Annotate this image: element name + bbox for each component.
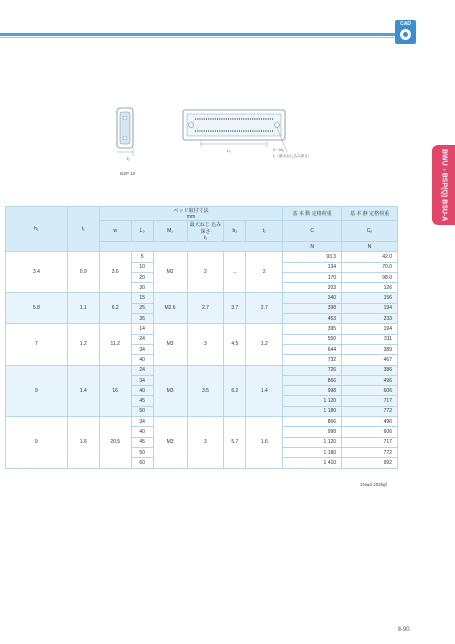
group-mount-title: ベッド取付寸法 [173, 208, 209, 214]
cell-lo: 15 [131, 293, 153, 303]
cell-lo: 40 [131, 386, 153, 396]
cell-w: 11.2 [99, 324, 131, 365]
cell-lo: 34 [131, 417, 153, 427]
cell-co: 496 [342, 375, 398, 385]
cell-t2: 1.4 [246, 365, 283, 416]
page-number: Ⅱ-90 [398, 627, 410, 633]
cell-co: 467 [342, 355, 398, 365]
col-w-header: w [99, 221, 131, 242]
cell-lo: 40 [131, 355, 153, 365]
group-static-header: 基 本 静 定格荷重 [342, 207, 398, 221]
cell-lo: 40 [131, 427, 153, 437]
cell-m: M2.6 [153, 293, 187, 324]
group-mount-header [99, 207, 283, 221]
cell-co: 42.0 [342, 252, 398, 262]
cell-lo: 45 [131, 437, 153, 447]
group-dynamic-header: 基 本 動 定格荷重 [283, 207, 342, 221]
cell-co: 194 [342, 324, 398, 334]
table-row [6, 252, 398, 262]
cell-c: 170 [283, 272, 342, 282]
cell-lo: 60 [131, 458, 153, 468]
dim-w-label: ℓ₂ [127, 156, 130, 161]
col-t-header: t₁ [67, 207, 99, 252]
section-side-tab[interactable] [432, 145, 455, 225]
cell-lo: 35 [131, 314, 153, 324]
cell-h: 5.8 [6, 293, 68, 324]
cell-c: 453 [283, 314, 342, 324]
cell-c: 395 [283, 324, 342, 334]
cell-h: 9 [6, 365, 68, 416]
cell-co: 772 [342, 406, 398, 416]
cell-t2: 2.7 [246, 293, 283, 324]
cell-co: 194 [342, 303, 398, 313]
col-c-header: C [283, 221, 342, 242]
cell-c: 998 [283, 427, 342, 437]
table-row [6, 293, 398, 303]
cell-c: 398 [283, 303, 342, 313]
cell-co: 386 [342, 365, 398, 375]
cell-c: 550 [283, 334, 342, 344]
cell-c: 1 120 [283, 396, 342, 406]
cell-co: 606 [342, 386, 398, 396]
cell-depth: 3 [187, 324, 224, 365]
cell-lo: 24 [131, 365, 153, 375]
cell-lo: 34 [131, 375, 153, 385]
cell-co: 70.0 [342, 262, 398, 272]
cell-co: 496 [342, 417, 398, 427]
cell-b: 3.7 [224, 293, 246, 324]
cell-c: 1 120 [283, 437, 342, 447]
cad-label: CAD [400, 21, 411, 27]
cell-co: 126 [342, 283, 398, 293]
cell-c: 866 [283, 417, 342, 427]
cell-c: 1 410 [283, 458, 342, 468]
cell-w: 6.2 [99, 293, 131, 324]
cell-c: 93.3 [283, 252, 342, 262]
cell-c: 1 180 [283, 406, 342, 416]
cell-lo: 5 [131, 252, 153, 262]
table-row [6, 324, 398, 334]
cell-m: M3 [153, 365, 187, 416]
cell-m: M3 [153, 324, 187, 365]
cell-c: 644 [283, 344, 342, 354]
cell-w: 16 [99, 365, 131, 416]
section-side-tab-label: BWU・BSP(Q) BSU-A [440, 148, 448, 222]
cell-c: 998 [283, 386, 342, 396]
cell-t2: 2 [246, 252, 283, 293]
cell-depth: 3 [187, 417, 224, 468]
cell-depth: 3.5 [187, 365, 224, 416]
side-view-icon [117, 108, 133, 156]
cell-lo: 20 [131, 272, 153, 282]
hole-annotation: 2－M₁ [273, 147, 284, 152]
cell-lo: 24 [131, 334, 153, 344]
top-view-icon [183, 110, 287, 152]
cell-b: 4.5 [224, 324, 246, 365]
unit-c: N [283, 242, 342, 252]
header-rule [0, 33, 395, 36]
cell-b: 5.7 [224, 417, 246, 468]
cell-c: 203 [283, 283, 342, 293]
cell-co: 389 [342, 344, 398, 354]
col-b-header: b₂ [224, 221, 246, 242]
cell-t: 1.1 [67, 293, 99, 324]
cell-b: 6.2 [224, 365, 246, 416]
figure-caption: BSP 10 [120, 171, 136, 176]
cell-lo: 45 [131, 396, 153, 406]
cell-co: 233 [342, 314, 398, 324]
cell-h: 3.4 [6, 252, 68, 293]
cell-m: M2 [153, 252, 187, 293]
col-co-header: C₀ [342, 221, 398, 242]
cell-lo: 34 [131, 344, 153, 354]
cell-lo: 10 [131, 262, 153, 272]
cell-h: 9 [6, 417, 68, 468]
cell-c: 1 180 [283, 447, 342, 457]
table-row [6, 365, 398, 375]
cell-lo: 25 [131, 303, 153, 313]
unit-footnote: 1N≒0.102kgf [360, 482, 387, 487]
cell-t: 1.4 [67, 365, 99, 416]
cell-lo: 14 [131, 324, 153, 334]
cell-h: 7 [6, 324, 68, 365]
depth-annotation: ℓ₁（最大ねじ込み深さ） [273, 154, 312, 158]
cell-t2: 1.6 [246, 417, 283, 468]
cell-m: M3 [153, 417, 187, 468]
col-t2-header: t₂ [246, 221, 283, 242]
col-depth-title: 最大ねじ 込み深さ [189, 222, 222, 235]
cell-co: 772 [342, 447, 398, 457]
cell-w: 20.5 [99, 417, 131, 468]
cell-lo: 50 [131, 406, 153, 416]
col-lo-header: L₀ [131, 221, 153, 242]
cell-b: － [224, 252, 246, 293]
cell-t: 1.6 [67, 417, 99, 468]
cell-t2: 1.2 [246, 324, 283, 365]
cell-w: 3.6 [99, 252, 131, 293]
spec-table [5, 206, 398, 469]
dim-lo-label: L₀ [227, 148, 231, 153]
cell-t: 1.2 [67, 324, 99, 365]
col-m-header: M₁ [153, 221, 187, 242]
cell-co: 992 [342, 458, 398, 468]
col-depth-symbol: ℓ₁ [203, 235, 208, 241]
product-drawing [105, 100, 312, 180]
group-mount-unit: mm [186, 214, 196, 220]
col-h-header: h₁ [6, 207, 68, 252]
cad-download-button[interactable] [395, 20, 416, 44]
cell-co: 606 [342, 427, 398, 437]
cell-c: 134 [283, 262, 342, 272]
cell-t: 0.9 [67, 252, 99, 293]
cell-depth: 2 [187, 252, 224, 293]
cell-c: 340 [283, 293, 342, 303]
cell-co: 156 [342, 293, 398, 303]
header-rule-thin [0, 37, 395, 38]
cell-lo: 30 [131, 283, 153, 293]
cell-c: 732 [283, 355, 342, 365]
table-row [6, 417, 398, 427]
cad-gear-icon [400, 29, 411, 40]
cell-lo: 50 [131, 447, 153, 457]
cell-co: 98.0 [342, 272, 398, 282]
cell-depth: 2.7 [187, 293, 224, 324]
cell-c: 726 [283, 365, 342, 375]
cell-c: 866 [283, 375, 342, 385]
cell-co: 717 [342, 437, 398, 447]
col-depth-header [187, 221, 224, 242]
cell-co: 311 [342, 334, 398, 344]
cell-co: 717 [342, 396, 398, 406]
unit-spacer [99, 242, 283, 252]
unit-co: N [342, 242, 398, 252]
